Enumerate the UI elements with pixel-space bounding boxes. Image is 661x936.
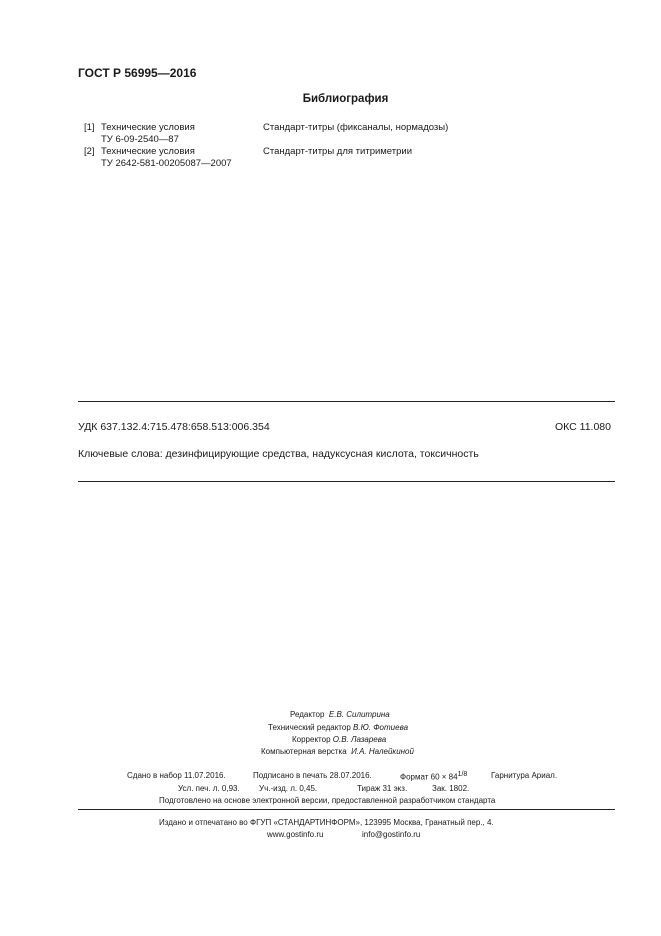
layout-label: Компьютерная верстка <box>261 747 347 756</box>
tech-editor-name: В.Ю. Фотиева <box>353 723 409 732</box>
order-number: Зак. 1802. <box>432 784 470 793</box>
format-label: Формат 60 × 84 <box>400 772 458 782</box>
corrector-name: О.В. Лазарева <box>332 735 387 744</box>
editor-label: Редактор <box>290 710 325 719</box>
udk-code: УДК 637.132.4:715.478:658.513:006.354 <box>78 421 270 433</box>
signed-date: Подписано в печать 28.07.2016. <box>253 771 372 780</box>
corrector-line <box>292 735 386 744</box>
divider-keywords <box>78 481 615 482</box>
tech-editor-label: Технический редактор <box>268 723 351 732</box>
corrector-label: Корректор <box>292 735 331 744</box>
format <box>400 771 467 782</box>
bibliography-title: Библиография <box>302 93 389 105</box>
publisher-address: Издано и отпечатано во ФГУП «СТАНДАРТИНФОРМ», 123995 Москва, Гранатный пер., 4. <box>159 818 494 827</box>
editor-name: Е.В. Силитрина <box>328 710 390 719</box>
editor-line <box>290 710 390 719</box>
entry-description: Стандарт-титры (фиксаналы, нормадозы) <box>263 122 449 133</box>
entry-number: [2] <box>84 146 95 157</box>
layout-line <box>261 747 414 756</box>
print-run: Тираж 31 экз. <box>357 784 408 793</box>
keywords: Ключевые слова: дезинфицирующие средства, надуксусная кислота, токсичность <box>78 448 479 460</box>
typeset-date: Сдано в набор 11.07.2016. <box>127 771 226 780</box>
prepared-note: Подготовлено на основе электронной версии, предоставленной разработчиком стандарта <box>159 796 496 805</box>
divider-imprint <box>78 809 615 810</box>
standard-header: ГОСТ Р 56995—2016 <box>78 66 197 80</box>
oks-code: ОКС 11.080 <box>554 421 611 433</box>
entry-number: [1] <box>84 122 95 133</box>
divider-top <box>78 401 615 402</box>
format-fraction: 1/8 <box>457 771 468 778</box>
email-link[interactable]: info@gostinfo.ru <box>362 830 421 839</box>
print-sheets: Усл. печ. л. 0,93. <box>178 784 240 793</box>
entry-doc-type: Технические условия <box>101 146 195 157</box>
entry-description: Стандарт-титры для титриметрии <box>263 146 413 157</box>
layout-name: И.А. Налейкиной <box>351 747 414 756</box>
entry-doc-code: ТУ 6-09-2540—87 <box>101 134 179 145</box>
tech-editor-line <box>268 723 408 732</box>
website-link[interactable]: www.gostinfo.ru <box>267 830 324 839</box>
typeface: Гарнитура Ариал. <box>491 771 558 780</box>
entry-doc-code: ТУ 2642-581-00205087—2007 <box>101 158 232 169</box>
publisher-sheets: Уч.-изд. л. 0,45. <box>259 784 318 793</box>
entry-doc-type: Технические условия <box>101 122 195 133</box>
